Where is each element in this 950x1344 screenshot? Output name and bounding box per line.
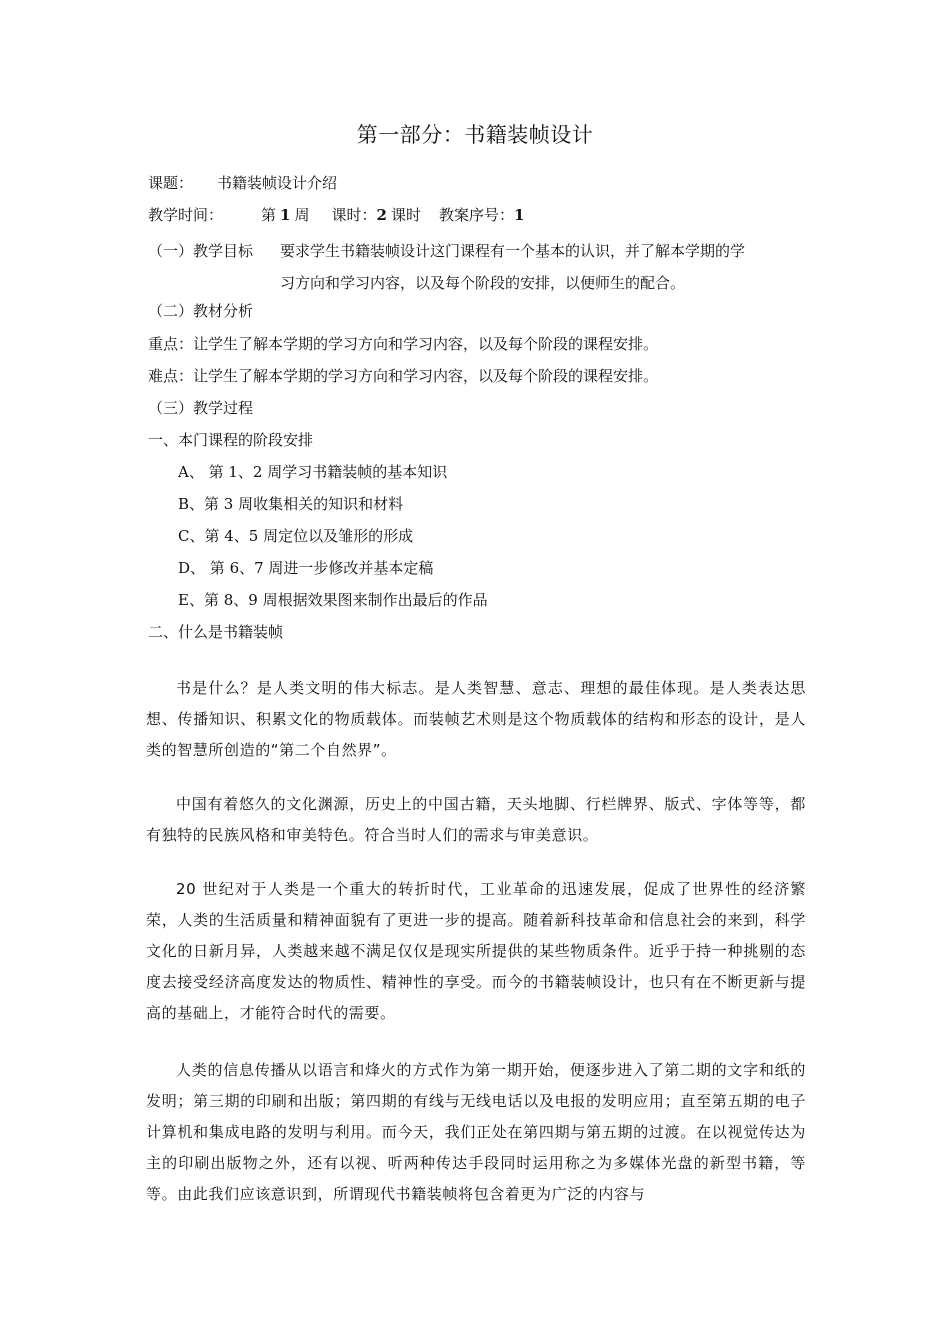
section-1-heading: 一、本门课程的阶段安排 bbox=[148, 431, 314, 449]
week-suffix: 周 bbox=[294, 206, 310, 224]
schedule-item: B、第 3 周收集相关的知识和材料 bbox=[178, 495, 404, 513]
body-paragraph: 中国有着悠久的文化渊源，历史上的中国古籍，天头地脚、行栏牌界、版式、字体等等，都有独特的民族风格和审美特色。符合当时人们的需求与审美意识。 bbox=[146, 795, 806, 844]
analysis-heading: （二）教材分析 bbox=[148, 302, 254, 320]
week-prefix: 第 bbox=[261, 206, 277, 224]
body-paragraph: 书是什么？是人类文明的伟大标志。是人类智慧、意志、理想的最佳体现。是人类表达思想、传播知识、积累文化的物质载体。而装帧艺术则是这个物质载体的结构和形态的设计，是人类的智慧所创造的“第二个自然界”。 bbox=[146, 679, 806, 759]
body-paragraph: 人类的信息传播从以语言和烽火的方式作为第一期开始，便逐步进入了第二期的文字和纸的发明；第三期的印刷和出版；第四期的有线与无线电话以及电报的发明应用；直至第五期的电子计算机和集成电路的发明与利用。而今天，我们正处在第四期与第五期的过渡。在以视觉传达为主的印刷出版物之外，还有以视、听两种传达手段同时运用称之为多媒体光盘的新型书籍，等等。由此我们应该意识到，所谓现代书籍装帧将包含着更为广泛的内容与 bbox=[146, 1061, 806, 1203]
topic-line bbox=[148, 172, 337, 194]
schedule-item: A、 第 1、2 周学习书籍装帧的基本知识 bbox=[178, 463, 448, 481]
process-heading: （三）教学过程 bbox=[148, 399, 254, 417]
objective-line-2: 习方向和学习内容，以及每个阶段的安排，以便师生的配合。 bbox=[280, 274, 686, 292]
teaching-meta-line bbox=[148, 204, 524, 226]
objective-label: （一）教学目标 bbox=[148, 242, 254, 260]
hours-number: 2 bbox=[376, 206, 387, 224]
page-title: 第一部分：书籍装帧设计 bbox=[356, 123, 594, 147]
schedule-item: E、第 8、9 周根据效果图来制作出最后的作品 bbox=[178, 591, 488, 609]
key-point: 重点：让学生了解本学期的学习方向和学习内容，以及每个阶段的课程安排。 bbox=[148, 335, 659, 353]
schedule-item: C、第 4、5 周定位以及雏形的形成 bbox=[178, 527, 414, 545]
plan-number: 1 bbox=[513, 206, 525, 224]
week-number: 1 bbox=[280, 206, 291, 224]
objective-line-1: 要求学生书籍装帧设计这门课程有一个基本的认识，并了解本学期的学 bbox=[280, 242, 746, 260]
schedule-item: D、 第 6、7 周进一步修改并基本定稿 bbox=[178, 559, 434, 577]
hours-label: 课时： bbox=[331, 206, 377, 224]
difficult-point: 难点：让学生了解本学期的学习方向和学习内容，以及每个阶段的课程安排。 bbox=[148, 367, 659, 385]
hours-suffix: 课时 bbox=[390, 206, 421, 224]
objective-text bbox=[280, 235, 800, 299]
plan-label: 教案序号： bbox=[438, 206, 514, 224]
body-paragraph: 20 世纪对于人类是一个重大的转折时代，工业革命的迅速发展，促成了世界性的经济繁荣，人类的生活质量和精神面貌有了更进一步的提高。随着新科技革命和信息社会的来到，科学文化的日新月异，人类越来越不满足仅仅是现实所提供的某些物质条件。近乎于持一种挑剔的态度去接受经济高度发达的物质性、精神性的享受。而今的书籍装帧设计，也只有在不断更新与提高的基础上，才能符合时代的需要。 bbox=[146, 880, 806, 1022]
topic-value: 书籍装帧设计介绍 bbox=[217, 174, 338, 192]
time-label: 教学时间： bbox=[148, 206, 224, 224]
teaching-objective bbox=[148, 235, 808, 299]
topic-label: 课题： bbox=[148, 174, 194, 192]
section-2-heading: 二、什么是书籍装帧 bbox=[148, 623, 284, 641]
